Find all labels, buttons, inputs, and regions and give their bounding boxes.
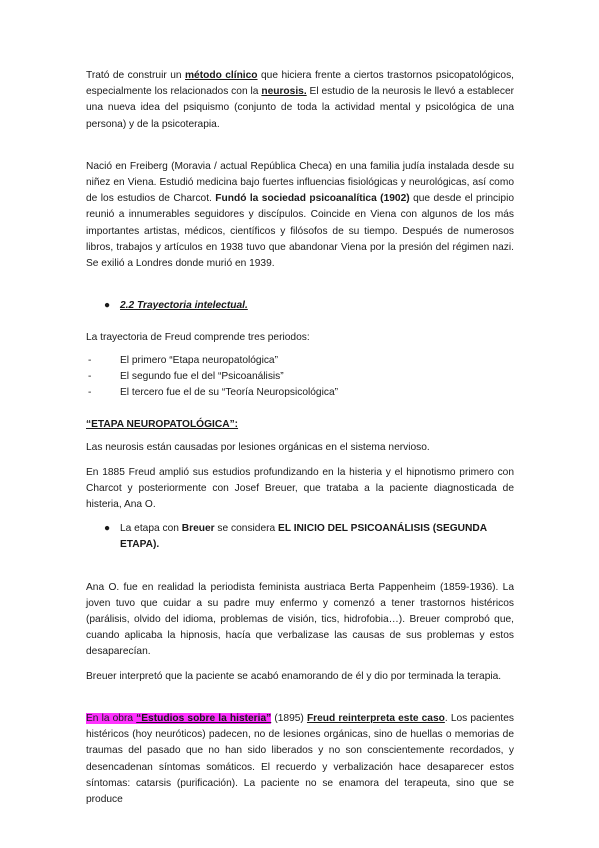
list-item-text: El primero “Etapa neuropatológica”: [120, 354, 278, 366]
list-item-text: El segundo fue el del “Psicoanálisis”: [120, 370, 284, 382]
text-run: Nació en Freiberg (Moravia / actual República Checa) en una familia judía instalada desde su niñez en Viena. Estudió medicina bajo fuertes influencias fisiológicas y neurológicas, así como de los estudios de Charcot.: [86, 160, 514, 205]
periods-intro: La trayectoria de Freud comprende tres periodos:: [86, 332, 310, 344]
text-run: se considera: [214, 523, 279, 535]
list-item: [86, 369, 514, 385]
paragraph-biografia: [86, 159, 514, 272]
emphasis-breuer: Breuer: [181, 523, 215, 535]
paragraph-interpretacion: Breuer interpretó que la paciente se acabó enamorando de él y dio por terminada la terapia.: [86, 670, 502, 682]
bullet-icon: ●: [104, 300, 111, 312]
paragraph-estudios: [86, 711, 514, 808]
text-run: La etapa con: [120, 523, 182, 535]
section-heading: 2.2 Trayectoria intelectual.: [120, 300, 248, 312]
highlighted-title: “Estudios sobre la histeria”: [136, 712, 272, 724]
list-item: [86, 385, 514, 401]
document-page: [86, 68, 514, 808]
text-run: que desde el principio reunió a innumerables seguidores y discípulos. Coincide en Viena con algunos de los más importantes artistas, médicos, científicos y filósofos de su tiempo. Después de numerosos libros, trabajos y artículos en 1938 tuvo que abandonar Viena por la presión del régimen nazi. Se exilió a Londres donde murió en 1939.: [86, 193, 514, 270]
dash-icon: -: [88, 387, 92, 399]
list-item-text: El tercero fue el de su “Teoría Neuropsicológica”: [120, 387, 339, 399]
emphasis-sociedad: Fundó la sociedad psicoanalítica (1902): [215, 193, 410, 205]
text-run: . Los pacientes histéricos (hoy neuróticos) padecen, no de lesiones orgánicas, sino de huellas o memorias de traumas del pasado que no han sido liberados y no son conscientemente recordados, y desencadenan síntomas somáticos. El recuerdo y verbalización hace desaparecer estos síntomas: catarsis (purificación). La paciente no se enamora del terapeuta, sino que se produce: [86, 712, 514, 805]
stage-heading: “ETAPA NEUROPATOLÓGICA”:: [86, 419, 239, 431]
emphasis-metodo-clinico: método clínico: [185, 70, 258, 81]
paragraph-1885: En 1885 Freud amplió sus estudios profundizando en la histeria y el hipnotismo primero con Charcot y posteriormente con Josef Breuer, que trataba a la paciente diagnosticada de histeria, Ana O.: [86, 466, 514, 511]
bullet-icon: ●: [104, 523, 111, 535]
emphasis-inicio: EL INICIO DEL PSICOANÁLISIS (SEGUNDA ETAPA).: [120, 523, 487, 551]
dash-icon: -: [88, 370, 92, 382]
text-run: (1895): [271, 712, 307, 724]
paragraph-metodo-clinico: [86, 68, 514, 133]
paragraph-neurosis: Las neurosis están causadas por lesiones orgánicas en el sistema nervioso.: [86, 442, 430, 454]
breuer-bullet-text: [120, 521, 514, 553]
breuer-bullet-row: [86, 521, 514, 553]
dash-icon: -: [88, 354, 92, 366]
text-run: El estudio de la neurosis le llevó a establecer una nueva idea del psiquismo (conjunto de toda la actividad mental y psicológica de una persona) y de la psicoterapia.: [86, 86, 514, 130]
list-item: [86, 353, 514, 369]
paragraph-ana-o: Ana O. fue en realidad la periodista feminista austriaca Berta Pappenheim (1859-1936). La joven tuvo que cuidar a su padre muy enfermo y comenzó a tener trastornos histéricos (parálisis, olvido del idioma, problemas de visión, tics, hidrofobia…). Breuer comprobó que, cuando aplicaba la hipnosis, hacía que verbalizase las causas de sus problemas y estos desaparecían.: [86, 581, 514, 658]
emphasis-neurosis: neurosis.: [261, 86, 307, 98]
emphasis-reinterpreta: Freud reinterpreta este caso: [306, 712, 445, 724]
highlighted-text: En la obra: [86, 712, 137, 724]
text-run: que hiciera frente a ciertos trastornos psicopatológicos, especialmente los relacionados con la: [86, 70, 514, 98]
section-heading-row: [86, 298, 514, 314]
text-run: Trató de construir un: [86, 70, 185, 81]
periods-list: [86, 353, 514, 402]
